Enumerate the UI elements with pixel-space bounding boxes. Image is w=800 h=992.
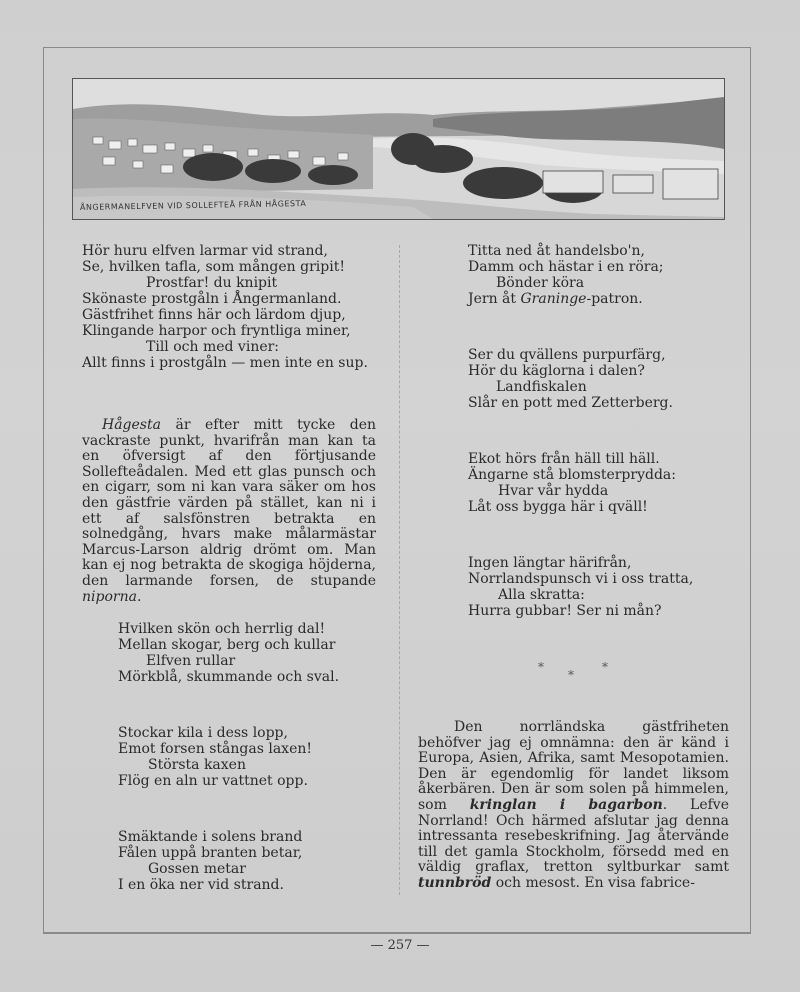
poem-stanza [118, 829, 378, 893]
verse-line: Hör huru elfven larmar vid strand, [82, 243, 328, 259]
poem-stanza [468, 555, 730, 619]
verse-line: Ekot hörs från häll till häll. [468, 451, 660, 467]
valley-drawing [73, 79, 724, 219]
verse-line [468, 275, 730, 291]
verse-line: Elfven rullar [146, 653, 236, 669]
prose-span: är efter mitt tycke den vackraste punkt, hvarifrån man kan ta en öfversigt af den förtjusande Sollefteådalen. Med ett glas punsch och en cigarr, som ni kan vara säker om hos den gästfrie värden på stället, kan ni i ett af salsfönstren betrakta en solnedgång, hvars make målarmästar Marcus-Larson aldrig drömt om. Man kan ej nog betrakta de skogiga höjderna, den larmande forsen, de stupande [82, 417, 376, 589]
verse-line: Hvilken skön och herrlig dal! [118, 621, 326, 637]
italic-word: niporna [82, 588, 137, 605]
verse-text: Jern åt [468, 291, 521, 307]
verse-line: Emot forsen stångas laxen! [118, 741, 313, 757]
prose-paragraph [418, 720, 729, 892]
prose-span: . [136, 588, 142, 605]
right-column [468, 243, 730, 635]
verse-line: Ängarne stå blomsterprydda: [468, 467, 676, 483]
verse-line: Låt oss bygga här i qväll! [468, 499, 648, 515]
column-divider [399, 245, 400, 895]
page-number: — 257 — [370, 938, 430, 953]
star-glyph: * [538, 660, 544, 674]
verse-text: Bönder köra [496, 275, 585, 291]
prose-text [418, 720, 729, 892]
verse-line: Mellan skogar, berg och kullar [118, 637, 336, 653]
italic-phrase: kringlan i bagarbon [469, 796, 663, 813]
prose-span: och mesost. En visa fabrice- [491, 874, 695, 891]
left-column [82, 243, 382, 387]
verse-text: -patron. [586, 291, 643, 307]
star-glyph: * [602, 660, 608, 674]
verse-line: Gästfrihet finns här och lärdom djup, [82, 307, 346, 323]
verse-line: Mörkblå, skummande och sval. [118, 669, 340, 685]
verse-line [468, 243, 730, 259]
verse-line: Alla skratta: [498, 587, 585, 603]
verse-text: Damm och hästar i en röra; [468, 259, 664, 275]
poem-stanza [82, 243, 382, 371]
verse-line: Se, hvilken tafla, som mången gripit! [82, 259, 345, 275]
poem-stanza [118, 725, 378, 789]
verse-line: Flög en aln ur vattnet opp. [118, 773, 308, 789]
verse-line: Klingande harpor och fryntliga miner, [82, 323, 351, 339]
landscape-illustration [72, 78, 725, 220]
italic-place-name: Hågesta [102, 417, 161, 433]
left-poem-block [118, 621, 378, 909]
italic-place-name: Graninge [520, 291, 587, 307]
prose-paragraph [82, 418, 376, 605]
verse-line: Ingen längtar härifrån, [468, 555, 632, 571]
prose-span: . Lefve Norrland! Och härmed afslutar jag denna intressanta resebeskrifning. Jag återvände till det gamla Stockholm, försedd med en väldig graflax, tretton syltburkar samt [418, 796, 730, 876]
prose-text [82, 418, 376, 605]
illustration-caption: ÅNGERMANELFVEN VID SOLLEFTEÅ FRÅN HÅGESTA [79, 199, 307, 212]
verse-line: Prostfar! du knipit [146, 275, 278, 291]
verse-line: Hurra gubbar! Ser ni mån? [468, 603, 662, 619]
verse-line: Ser du qvällens purpurfärg, [468, 347, 666, 363]
star-glyph: * [568, 668, 574, 682]
verse-line: Största kaxen [148, 757, 246, 773]
verse-line: Skönaste prostgåln i Ångermanland. [82, 291, 342, 307]
verse-line: Slår en pott med Zetterberg. [468, 395, 673, 411]
verse-line [468, 259, 730, 275]
verse-line: Hvar vår hydda [498, 483, 609, 499]
poem-stanza [468, 243, 730, 307]
verse-line: Norrlandspunsch vi i oss tratta, [468, 571, 694, 587]
verse-line: Gossen metar [148, 861, 246, 877]
poem-stanza [118, 621, 378, 685]
verse-line: Hör du käglorna i dalen? [468, 363, 645, 379]
poem-stanza [468, 347, 730, 411]
verse-line: Stockar kila i dess lopp, [118, 725, 288, 741]
verse-line: I en öka ner vid strand. [118, 877, 284, 893]
italic-word: tunnbröd [418, 874, 492, 891]
poem-stanza [468, 451, 730, 515]
verse-line: Allt finns i prostgåln — men inte en sup. [82, 355, 368, 371]
verse-line: Smäktande i solens brand [118, 829, 303, 845]
verse-line: Till och med viner: [146, 339, 280, 355]
verse-line [468, 291, 730, 307]
prose-span: Den norrländska gästfriheten behöfver jag ej omnämna: den är känd i Europa, Asien, Afrika, samt Mesopotamien. Den är egendomlig för landet liksom åkerbären. Den är som solen på himmelen, som [418, 719, 729, 813]
footer-rule [43, 932, 750, 933]
verse-line: Landfiskalen [496, 379, 587, 395]
verse-line: Fålen uppå branten betar, [118, 845, 303, 861]
verse-text: Titta ned åt handelsbo'n, [468, 243, 645, 259]
